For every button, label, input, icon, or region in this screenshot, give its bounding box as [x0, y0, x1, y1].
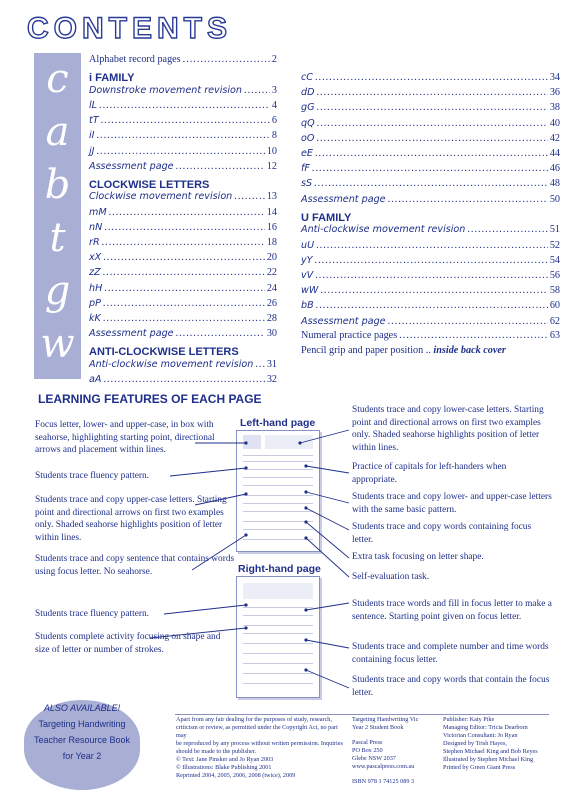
entry-label: Downstroke movement revision — [89, 84, 243, 96]
footer-line: Stephen Michael King and Bob Reyes — [443, 748, 538, 755]
contents-entry — [89, 207, 277, 219]
contents-entry — [89, 328, 277, 340]
section-heading: i FAMILY — [89, 72, 135, 85]
footer-line: Reprinted 2004, 2005, 2006, 2008 (twice), 2009 — [176, 772, 296, 779]
entry-label: mM — [89, 206, 107, 218]
side-letter: b — [44, 162, 71, 208]
entry-page: 44 — [549, 148, 560, 159]
contents-entry — [89, 130, 277, 142]
contents-entry — [301, 102, 560, 114]
entry-page: 13 — [266, 191, 277, 203]
contents-entry — [301, 316, 560, 328]
contents-entry — [301, 178, 560, 190]
entry-label: yY — [301, 254, 313, 266]
features-heading: LEARNING FEATURES OF EACH PAGE — [38, 392, 262, 406]
entry-page: 60 — [549, 300, 560, 312]
contents-entry — [301, 240, 560, 252]
entry-page: 50 — [549, 193, 560, 205]
right-note: Students trace and copy words that contain the focus letter. — [352, 675, 550, 698]
contents-entry — [301, 224, 560, 236]
footer-line: PO Box 250 — [352, 747, 383, 754]
footer-line: Targeting Handwriting Vic — [352, 716, 419, 723]
contents-entry — [89, 222, 277, 234]
contents-entry — [301, 163, 560, 175]
side-letter: g — [44, 268, 71, 314]
entry-label: qQ — [301, 117, 315, 129]
entry-label: Numeral practice pages — [301, 330, 398, 341]
entry-page: 26 — [266, 297, 277, 309]
footer-line: www.pascalpress.com.au — [352, 763, 415, 770]
entry-page: 18 — [266, 237, 277, 248]
entry-page: 52 — [549, 239, 560, 251]
contents-entry — [89, 374, 277, 386]
section-heading: ANTI-CLOCKWISE LETTERS — [89, 346, 239, 359]
entry-label: iI — [89, 130, 95, 142]
left-note: Students trace fluency pattern. — [35, 471, 150, 481]
entry-label: kK — [89, 313, 101, 324]
contents-entry — [89, 359, 277, 371]
footer-line: Printed by Green Giant Press — [443, 764, 516, 771]
entry-label: sS — [301, 178, 313, 190]
contents-entry — [301, 255, 560, 267]
entry-page: 28 — [266, 313, 277, 324]
entry-label: rR — [89, 237, 100, 248]
footer-credits — [443, 716, 561, 772]
entry-page: 24 — [266, 282, 277, 294]
contents-entry — [89, 85, 277, 97]
footer-line: Designed by Trish Hayes, — [443, 740, 507, 747]
entry-page: 30 — [266, 328, 277, 340]
entry-page: 36 — [549, 87, 560, 99]
footer-publisher-info — [352, 716, 438, 786]
footer-line: Glebe NSW 2037 — [352, 755, 396, 762]
footer-line: ISBN 978 1 74125 089 3 — [352, 778, 415, 785]
footer-line: criticism or review, as permitted under the Copyright Act, no part may — [176, 724, 338, 739]
side-letter: w — [40, 321, 75, 367]
footer-line: should be made to the publisher. — [176, 748, 257, 755]
also-available-line: for Year 2 — [62, 751, 102, 761]
contents-entry — [89, 252, 277, 264]
right-hand-page-label: Right-hand page — [238, 563, 321, 575]
entry-page: 48 — [549, 178, 560, 190]
left-note: Students complete activity focusing on shape and size of letter or number of strokes. — [35, 632, 221, 655]
entry-label: Assessment page — [89, 160, 174, 172]
entry-label: tT — [89, 115, 99, 127]
contents-entry — [89, 237, 277, 249]
entry-label: dD — [301, 87, 315, 99]
entry-label: gG — [301, 102, 315, 114]
footer-line — [352, 771, 438, 778]
entry-page: 46 — [549, 163, 560, 175]
contents-entry — [301, 194, 560, 206]
right-note: Practice of capitals for left-handers when appropriate. — [352, 462, 507, 485]
footer-line: © Text: Jane Pinsker and Jo Ryan 2003 — [176, 756, 274, 763]
contents-entry — [301, 270, 560, 282]
left-note: Focus letter, lower- and upper-case, in box with seahorse, highlighting starting point, directional arrows and placement within lines. — [35, 420, 215, 456]
entry-label: jJ — [89, 145, 95, 157]
entry-page: 63 — [549, 330, 560, 341]
contents-entry — [301, 87, 560, 99]
entry-page: 12 — [266, 160, 277, 172]
entry-page: 42 — [549, 132, 560, 144]
contents-entry — [301, 118, 560, 130]
footer-line: Victorian Consultant: Jo Ryan — [443, 732, 518, 739]
entry-label: nN — [89, 221, 103, 233]
left-note: Students trace fluency pattern. — [35, 609, 150, 619]
entry-label: oO — [301, 132, 315, 144]
entry-label: vV — [301, 269, 314, 281]
section-heading: U FAMILY — [301, 211, 352, 224]
contents-entry — [89, 115, 277, 127]
contents-entry — [301, 148, 560, 160]
entry-page: 2 — [271, 54, 277, 65]
entry-label: lL — [89, 99, 98, 111]
left-note: Students trace and copy upper-case letters. Starting point and directional arrows on first two examples only. Shaded seahorse highlights position of letter within lines. — [35, 495, 227, 543]
right-note: Students trace and complete number and time words containing focus letter. — [352, 642, 549, 665]
entry-label: Assessment page — [301, 315, 386, 327]
entry-label: Alphabet record pages — [89, 54, 181, 65]
footer-line: Managing Editor: Tricia Dearborn — [443, 724, 528, 731]
side-letter: a — [45, 109, 70, 155]
left-note: Students trace and copy sentence that contains words using focus letter. No seahorse. — [35, 554, 235, 577]
contents-entry — [89, 191, 277, 203]
entry-page: 6 — [271, 115, 277, 127]
left-hand-page-label: Left-hand page — [240, 417, 316, 429]
entry-page: 14 — [266, 206, 277, 218]
contents-entry — [89, 146, 277, 158]
footer-line: Pascal Press — [352, 739, 383, 746]
entry-label: Pencil grip and paper position .. — [301, 345, 431, 356]
entry-label: eE — [301, 148, 313, 159]
footer-rule — [175, 714, 549, 715]
footer-copyright — [176, 716, 348, 780]
side-letter: t — [49, 215, 66, 261]
contents-entry — [89, 298, 277, 310]
right-note: Students trace and copy words containing focus letter. — [352, 522, 532, 545]
entry-label: xX — [89, 252, 102, 264]
also-available-line: ALSO AVAILABLE! — [43, 703, 121, 713]
side-letter: c — [46, 56, 69, 102]
section-heading: CLOCKWISE LETTERS — [89, 178, 210, 191]
entry-label: wW — [301, 285, 319, 297]
entry-page: 8 — [271, 130, 277, 142]
entry-page: 22 — [266, 267, 277, 279]
entry-page: 40 — [549, 117, 560, 129]
entry-label: cC — [301, 72, 313, 83]
also-available-line: Teacher Resource Book — [33, 735, 131, 745]
contents-entry — [89, 54, 277, 66]
entry-page: inside back cover — [433, 345, 506, 356]
entry-label: Assessment page — [89, 328, 174, 340]
entry-page: 32 — [266, 374, 277, 386]
footer-line: Illustrated by Stephen Michael King — [443, 756, 534, 763]
entry-page: 20 — [266, 252, 277, 264]
entry-label: Anti-clockwise movement revision — [301, 224, 466, 236]
entry-page: 16 — [266, 221, 277, 233]
footer-line — [352, 732, 438, 739]
right-note: Self-evaluation task. — [352, 572, 430, 582]
entry-label: zZ — [89, 267, 101, 279]
contents-entry — [301, 72, 560, 84]
contents-entry — [301, 300, 560, 312]
entry-page: 51 — [549, 224, 560, 236]
entry-page: 3 — [271, 84, 277, 96]
entry-page: 56 — [549, 269, 560, 281]
contents-entry — [89, 283, 277, 295]
entry-page: 10 — [266, 145, 277, 157]
entry-page: 62 — [549, 315, 560, 327]
entry-label: aA — [89, 374, 102, 386]
contents-entry — [89, 267, 277, 279]
entry-label: uU — [301, 239, 315, 251]
contents-entry — [89, 100, 277, 112]
entry-page: 54 — [549, 254, 560, 266]
right-note: Students trace words and fill in focus letter to make a sentence. Starting point given on focus letter. — [352, 599, 552, 622]
right-note: Students trace and copy lower-case letters. Starting point and directional arrows on first two examples only. Shaded seahorse highlights position of letter within lines. — [352, 405, 544, 453]
footer-line: Publisher: Katy Pike — [443, 716, 495, 723]
contents-entry — [89, 313, 277, 325]
also-available-badge — [24, 700, 140, 790]
entry-page: 38 — [549, 102, 560, 114]
entry-label: hH — [89, 282, 103, 294]
entry-label: fF — [301, 163, 310, 175]
footer-line: Apart from any fair dealing for the purposes of study, research, — [176, 716, 332, 723]
entry-page: 34 — [549, 72, 560, 83]
also-available-line: Targeting Handwriting — [38, 719, 126, 729]
entry-label: Anti-clockwise movement revision — [89, 358, 254, 370]
entry-label: Assessment page — [301, 193, 386, 205]
page-title: CONTENTS — [27, 12, 232, 45]
entry-label: bB — [301, 300, 314, 312]
footer-line: © Illustrations: Blake Publishing 2001 — [176, 764, 272, 771]
right-note: Students trace and copy lower- and upper-case letters with the same basic pattern. — [352, 492, 552, 515]
entry-label: Clockwise movement revision — [89, 191, 233, 203]
contents-entry — [301, 285, 560, 297]
contents-entry — [301, 133, 560, 145]
footer-line: be reproduced by any process without written permission. Inquiries — [176, 740, 343, 747]
footer-line: Year 2 Student Book — [352, 724, 404, 731]
entry-page: 31 — [266, 358, 277, 370]
right-note: Extra task focusing on letter shape. — [352, 552, 484, 562]
contents-entry — [89, 161, 277, 173]
entry-page: 4 — [271, 99, 277, 111]
entry-label: pP — [89, 297, 101, 309]
entry-page: 58 — [549, 285, 560, 297]
